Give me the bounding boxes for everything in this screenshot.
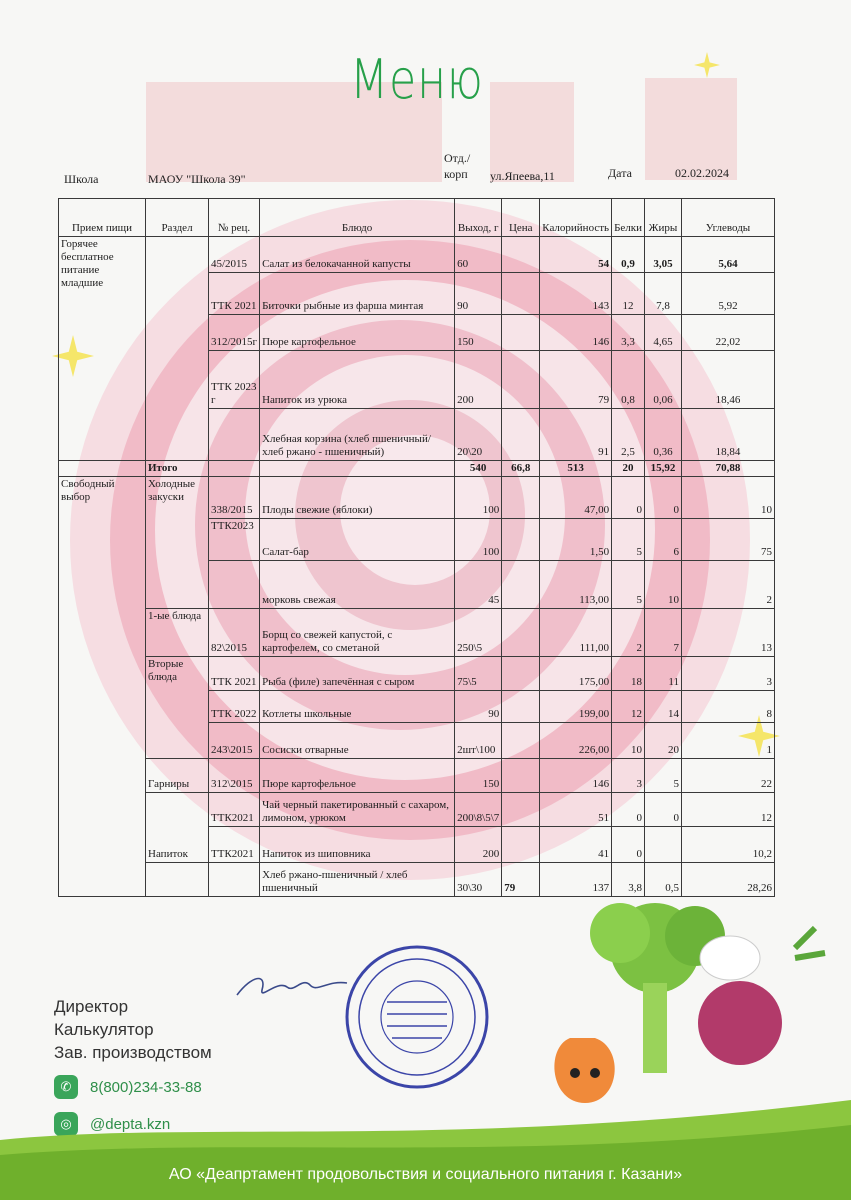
- dish-name: Пюре картофельное: [260, 315, 455, 351]
- col-header: Блюдо: [260, 199, 455, 237]
- table-header-row: [59, 199, 775, 237]
- page-title: Меню: [350, 48, 484, 111]
- price: [502, 477, 540, 519]
- fat: 5: [644, 759, 681, 793]
- recipe-number: 243\2015: [209, 723, 260, 759]
- protein: 0: [612, 477, 645, 519]
- dish-name: [260, 461, 455, 477]
- calories: 91: [540, 409, 612, 461]
- dish-name: Сосиски отварные: [260, 723, 455, 759]
- dish-name: Напиток из шиповника: [260, 827, 455, 863]
- recipe-number: ТТК 2021: [209, 657, 260, 691]
- section-name: Гарниры: [146, 759, 209, 793]
- protein: 10: [612, 723, 645, 759]
- recipe-number: 312\2015: [209, 759, 260, 793]
- section-name: Вторые блюда: [146, 657, 209, 759]
- fat: 4,65: [644, 315, 681, 351]
- portion: 90: [455, 273, 502, 315]
- table-row: [59, 609, 775, 657]
- recipe-number: ТТК 2023 г: [209, 351, 260, 409]
- calories: 54: [540, 237, 612, 273]
- portion: 200: [455, 351, 502, 409]
- calories: 111,00: [540, 609, 612, 657]
- portion: 150: [455, 759, 502, 793]
- signature: [232, 965, 352, 1010]
- portion: 100: [455, 477, 502, 519]
- col-header: Углеводы: [681, 199, 774, 237]
- protein: 3,8: [612, 863, 645, 897]
- fat: 0,06: [644, 351, 681, 409]
- price: [502, 609, 540, 657]
- price: [502, 561, 540, 609]
- carbs: 22,02: [681, 315, 774, 351]
- table-row: [59, 793, 775, 827]
- fat: 0,5: [644, 863, 681, 897]
- table-row: [59, 657, 775, 691]
- total-portion: 540: [455, 461, 502, 477]
- phone-icon: ✆: [54, 1075, 78, 1099]
- fat: 0,36: [644, 409, 681, 461]
- calculator-label: Калькулятор: [54, 1020, 154, 1039]
- recipe-number: [209, 409, 260, 461]
- school-name: МАОУ "Школа 39": [148, 172, 246, 186]
- section-name: [146, 863, 209, 897]
- recipe-number: ТТК2021: [209, 827, 260, 863]
- recipe-number: ТТК2021: [209, 793, 260, 827]
- col-header: Выход, г: [455, 199, 502, 237]
- calories: 199,00: [540, 691, 612, 723]
- col-header: Цена: [502, 199, 540, 237]
- dish-name: Борщ со свежей капустой, с картофелем, со сметаной: [260, 609, 455, 657]
- recipe-number: ТТК2023: [209, 519, 260, 561]
- carbs: 10: [681, 477, 774, 519]
- calories: 113,00: [540, 561, 612, 609]
- col-header: Жиры: [644, 199, 681, 237]
- footer-roles: [54, 995, 212, 1064]
- recipe-number: ТТК 2022: [209, 691, 260, 723]
- table-row: [59, 237, 775, 273]
- carbs: 13: [681, 609, 774, 657]
- star-icon: [694, 52, 720, 78]
- calories: 47,00: [540, 477, 612, 519]
- dish-name: Чай черный пакетированный с сахаром, лимоном, урюком: [260, 793, 455, 827]
- total-protein: 20: [612, 461, 645, 477]
- recipe-number: ТТК 2021: [209, 273, 260, 315]
- price: [502, 691, 540, 723]
- calories: 41: [540, 827, 612, 863]
- price: [502, 657, 540, 691]
- protein: 0,9: [612, 237, 645, 273]
- section-name: Холодные закуски: [146, 477, 209, 609]
- price: [502, 519, 540, 561]
- protein: 5: [612, 519, 645, 561]
- portion: 150: [455, 315, 502, 351]
- recipe-number: 312/2015г: [209, 315, 260, 351]
- col-header: Калорийность: [540, 199, 612, 237]
- price: [502, 351, 540, 409]
- company-name: АО «Деапртамент продовольствия и социального питания г. Казани»: [168, 1166, 683, 1183]
- fat: 7,8: [644, 273, 681, 315]
- protein: 2: [612, 609, 645, 657]
- col-header: Раздел: [146, 199, 209, 237]
- dept-label: Отд./корп: [444, 151, 471, 181]
- fat: [644, 827, 681, 863]
- carbs: 12: [681, 793, 774, 827]
- total-price: 66,8: [502, 461, 540, 477]
- carbs: 18,46: [681, 351, 774, 409]
- dish-name: Рыба (филе) запечённая с сыром: [260, 657, 455, 691]
- dish-name: Салат из белокачанной капусты: [260, 237, 455, 273]
- meal-type: Свободный выбор: [59, 477, 146, 897]
- calories: 146: [540, 315, 612, 351]
- header-highlight: [490, 82, 574, 182]
- fat: 6: [644, 519, 681, 561]
- portion: 20\20: [455, 409, 502, 461]
- school-label: Школа: [64, 172, 99, 186]
- school-stamp: [342, 942, 492, 1092]
- table-row: [59, 759, 775, 793]
- protein: 12: [612, 691, 645, 723]
- dish-name: Салат-бар: [260, 519, 455, 561]
- fat: 20: [644, 723, 681, 759]
- fat: 0: [644, 793, 681, 827]
- production-manager-label: Зав. производством: [54, 1043, 212, 1062]
- instagram-handle: @depta.kzn: [90, 1115, 171, 1133]
- price: [502, 759, 540, 793]
- total-calories: 513: [540, 461, 612, 477]
- protein: 12: [612, 273, 645, 315]
- fat: 14: [644, 691, 681, 723]
- carbs: 10,2: [681, 827, 774, 863]
- dish-name: Пюре картофельное: [260, 759, 455, 793]
- protein: 0: [612, 793, 645, 827]
- portion: 45: [455, 561, 502, 609]
- price: [502, 723, 540, 759]
- price: [502, 237, 540, 273]
- calories: 175,00: [540, 657, 612, 691]
- portion: 100: [455, 519, 502, 561]
- protein: 18: [612, 657, 645, 691]
- col-header: Прием пищи: [59, 199, 146, 237]
- price: [502, 827, 540, 863]
- carbs: 8: [681, 691, 774, 723]
- recipe-number: 338/2015: [209, 477, 260, 519]
- protein: 3: [612, 759, 645, 793]
- portion: 30\30: [455, 863, 502, 897]
- portion: 200\8\5\7: [455, 793, 502, 827]
- phone-number: 8(800)234-33-88: [90, 1078, 202, 1096]
- dish-name: Плоды свежие (яблоки): [260, 477, 455, 519]
- recipe-number: [209, 863, 260, 897]
- recipe-number: 82\2015: [209, 609, 260, 657]
- dish-name: морковь свежая: [260, 561, 455, 609]
- recipe-number: [209, 461, 260, 477]
- col-header: № рец.: [209, 199, 260, 237]
- header-highlight: [645, 78, 737, 180]
- portion: 90: [455, 691, 502, 723]
- calories: 226,00: [540, 723, 612, 759]
- carbs: 5,64: [681, 237, 774, 273]
- fat: 3,05: [644, 237, 681, 273]
- recipe-number: 45/2015: [209, 237, 260, 273]
- price: 79: [502, 863, 540, 897]
- calories: 137: [540, 863, 612, 897]
- portion: 250\5: [455, 609, 502, 657]
- carbs: 22: [681, 759, 774, 793]
- dish-name: Котлеты школьные: [260, 691, 455, 723]
- meal-type: Горячее бесплатное питание младшие: [59, 237, 146, 461]
- calories: 143: [540, 273, 612, 315]
- carbs: 3: [681, 657, 774, 691]
- total-row: [59, 461, 775, 477]
- portion: 75\5: [455, 657, 502, 691]
- portion: 60: [455, 237, 502, 273]
- fat: 11: [644, 657, 681, 691]
- calories: 146: [540, 759, 612, 793]
- col-header: Белки: [612, 199, 645, 237]
- instagram-icon: ◎: [54, 1112, 78, 1136]
- dish-name: Хлебная корзина (хлеб пшеничный/хлеб ржано - пшеничный): [260, 409, 455, 461]
- menu-table: [58, 198, 775, 897]
- carbs: 28,26: [681, 863, 774, 897]
- section-name: Напиток: [146, 793, 209, 863]
- carbs: 2: [681, 561, 774, 609]
- calories: 1,50: [540, 519, 612, 561]
- dish-name: Хлеб ржано-пшеничный / хлеб пшеничный: [260, 863, 455, 897]
- section-name: 1-ые блюда: [146, 609, 209, 657]
- date-value: 02.02.2024: [675, 166, 729, 180]
- total-carbs: 70,88: [681, 461, 774, 477]
- fat: 0: [644, 477, 681, 519]
- portion: 200: [455, 827, 502, 863]
- dish-name: Напиток из урюка: [260, 351, 455, 409]
- section-cell: [146, 237, 209, 461]
- price: [502, 273, 540, 315]
- portion: 2шт\100: [455, 723, 502, 759]
- carbs: 75: [681, 519, 774, 561]
- calories: 51: [540, 793, 612, 827]
- protein: 5: [612, 561, 645, 609]
- carbs: 1: [681, 723, 774, 759]
- dish-name: Биточки рыбные из фарша минтая: [260, 273, 455, 315]
- fat: 10: [644, 561, 681, 609]
- director-label: Директор: [54, 997, 129, 1016]
- recipe-number: [209, 561, 260, 609]
- price: [502, 315, 540, 351]
- protein: 2,5: [612, 409, 645, 461]
- protein: 3,3: [612, 315, 645, 351]
- fat: 7: [644, 609, 681, 657]
- date-label: Дата: [608, 166, 632, 180]
- price: [502, 409, 540, 461]
- protein: 0,8: [612, 351, 645, 409]
- carbs: 5,92: [681, 273, 774, 315]
- carbs: 18,84: [681, 409, 774, 461]
- address: ул.Япеева,11: [490, 169, 555, 183]
- meal-type: [59, 461, 146, 477]
- calories: 79: [540, 351, 612, 409]
- table-row: [59, 477, 775, 519]
- protein: 0: [612, 827, 645, 863]
- price: [502, 793, 540, 827]
- total-label: Итого: [146, 461, 209, 477]
- total-fat: 15,92: [644, 461, 681, 477]
